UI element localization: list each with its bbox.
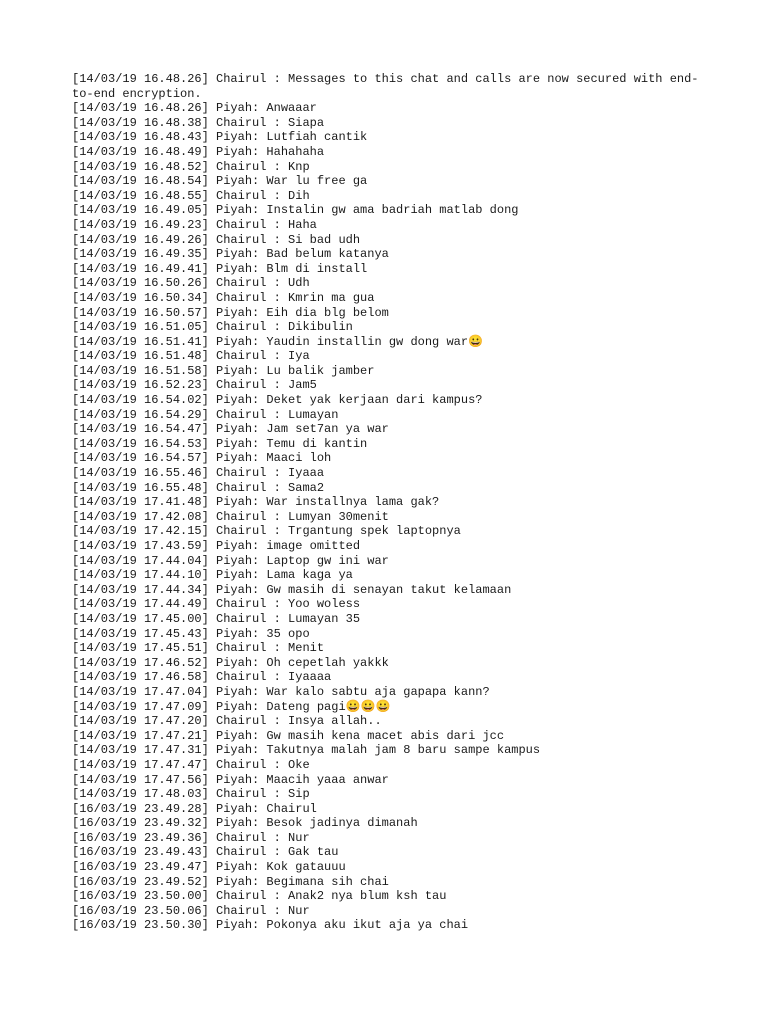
chat-log	[72, 72, 712, 933]
chat-line: [14/03/19 17.46.52] Piyah: Oh cepetlah yakkk	[72, 655, 389, 670]
chat-line: [14/03/19 16.48.43] Piyah: Lutfiah cantik	[72, 130, 368, 145]
chat-line: [14/03/19 16.48.26] Chairul : Messages to this chat and calls are now secured with end-to-end encryption.	[72, 72, 699, 101]
chat-line: [16/03/19 23.49.28] Piyah: Chairul	[72, 801, 317, 816]
chat-line: [16/03/19 23.49.32] Piyah: Besok jadinya dimanah	[72, 816, 418, 831]
chat-line: [14/03/19 17.47.56] Piyah: Maacih yaaa anwar	[72, 772, 389, 787]
chat-line: [14/03/19 17.47.04] Piyah: War kalo sabtu aja gapapa kann?	[72, 684, 490, 699]
chat-line: [14/03/19 16.48.54] Piyah: War lu free ga	[72, 174, 368, 189]
chat-line: [14/03/19 16.49.26] Chairul : Si bad udh	[72, 232, 361, 247]
chat-line: [14/03/19 17.45.51] Chairul : Menit	[72, 641, 325, 656]
chat-line: [16/03/19 23.50.30] Piyah: Pokonya aku ikut aja ya chai	[72, 918, 469, 933]
chat-line: [14/03/19 16.51.48] Chairul : Iya	[72, 349, 310, 364]
chat-line: [14/03/19 16.48.26] Piyah: Anwaaar	[72, 101, 317, 116]
chat-line: [14/03/19 17.45.43] Piyah: 35 opo	[72, 626, 310, 641]
chat-line: [14/03/19 17.41.48] Piyah: War installnya lama gak?	[72, 495, 440, 510]
chat-line: [14/03/19 16.48.55] Chairul : Dih	[72, 188, 310, 203]
chat-line: [16/03/19 23.50.00] Chairul : Anak2 nya blum ksh tau	[72, 889, 447, 904]
chat-line: [14/03/19 16.54.02] Piyah: Deket yak kerjaan dari kampus?	[72, 393, 483, 408]
chat-line: [14/03/19 16.48.52] Chairul : Knp	[72, 159, 310, 174]
chat-line: [16/03/19 23.49.43] Chairul : Gak tau	[72, 845, 339, 860]
chat-line: [14/03/19 16.48.38] Chairul : Siapa	[72, 115, 325, 130]
chat-line: [14/03/19 17.47.31] Piyah: Takutnya malah jam 8 baru sampe kampus	[72, 743, 541, 758]
chat-line: [14/03/19 17.42.08] Chairul : Lumyan 30menit	[72, 509, 389, 524]
chat-line: [14/03/19 17.44.49] Chairul : Yoo woless	[72, 597, 361, 612]
chat-line: [14/03/19 16.55.46] Chairul : Iyaaa	[72, 466, 325, 481]
chat-line: [14/03/19 16.52.23] Chairul : Jam5	[72, 378, 317, 393]
chat-line: [14/03/19 16.54.57] Piyah: Maaci loh	[72, 451, 332, 466]
chat-line: [14/03/19 17.44.04] Piyah: Laptop gw ini war	[72, 553, 389, 568]
chat-line: [14/03/19 16.49.05] Piyah: Instalin gw ama badriah matlab dong	[72, 203, 519, 218]
chat-line: [14/03/19 16.49.35] Piyah: Bad belum katanya	[72, 247, 389, 262]
chat-line: [14/03/19 16.49.41] Piyah: Blm di install	[72, 261, 368, 276]
chat-line: [14/03/19 17.47.21] Piyah: Gw masih kena macet abis dari jcc	[72, 728, 505, 743]
chat-line: [16/03/19 23.49.36] Chairul : Nur	[72, 830, 310, 845]
chat-line: [14/03/19 17.45.00] Chairul : Lumayan 35	[72, 611, 361, 626]
chat-line: [14/03/19 16.50.26] Chairul : Udh	[72, 276, 310, 291]
chat-line: [16/03/19 23.49.52] Piyah: Begimana sih chai	[72, 874, 389, 889]
chat-line: [14/03/19 17.42.15] Chairul : Trgantung spek laptopnya	[72, 524, 461, 539]
chat-line: [14/03/19 16.54.29] Chairul : Lumayan	[72, 407, 339, 422]
chat-line: [14/03/19 17.44.10] Piyah: Lama kaga ya	[72, 568, 353, 583]
chat-line: [14/03/19 16.49.23] Chairul : Haha	[72, 217, 317, 232]
document-page	[72, 72, 712, 933]
chat-line: [14/03/19 17.47.20] Chairul : Insya allah..	[72, 714, 382, 729]
chat-line: [14/03/19 17.48.03] Chairul : Sip	[72, 787, 310, 802]
chat-line: [14/03/19 16.51.58] Piyah: Lu balik jamber	[72, 363, 375, 378]
chat-line: [14/03/19 16.51.41] Piyah: Yaudin installin gw dong war😀	[72, 334, 484, 349]
chat-line: [14/03/19 17.43.59] Piyah: image omitted	[72, 539, 361, 553]
chat-line: [14/03/19 16.51.05] Chairul : Dikibulin	[72, 320, 353, 335]
chat-line: [14/03/19 16.54.53] Piyah: Temu di kantin	[72, 436, 368, 451]
chat-line: [14/03/19 16.50.34] Chairul : Kmrin ma gua	[72, 290, 375, 305]
chat-line: [14/03/19 17.47.47] Chairul : Oke	[72, 757, 310, 772]
chat-line: [14/03/19 17.47.09] Piyah: Dateng pagi😀😀😀	[72, 699, 391, 714]
chat-line: [16/03/19 23.50.06] Chairul : Nur	[72, 903, 310, 918]
chat-line: [14/03/19 16.48.49] Piyah: Hahahaha	[72, 144, 325, 159]
chat-line: [14/03/19 17.44.34] Piyah: Gw masih di senayan takut kelamaan	[72, 582, 512, 597]
chat-line: [16/03/19 23.49.47] Piyah: Kok gatauuu	[72, 860, 346, 875]
chat-line: [14/03/19 17.46.58] Chairul : Iyaaaa	[72, 670, 332, 685]
chat-line: [14/03/19 16.54.47] Piyah: Jam set7an ya war	[72, 422, 389, 437]
chat-line: [14/03/19 16.55.48] Chairul : Sama2	[72, 480, 325, 495]
chat-line: [14/03/19 16.50.57] Piyah: Eih dia blg belom	[72, 305, 389, 320]
